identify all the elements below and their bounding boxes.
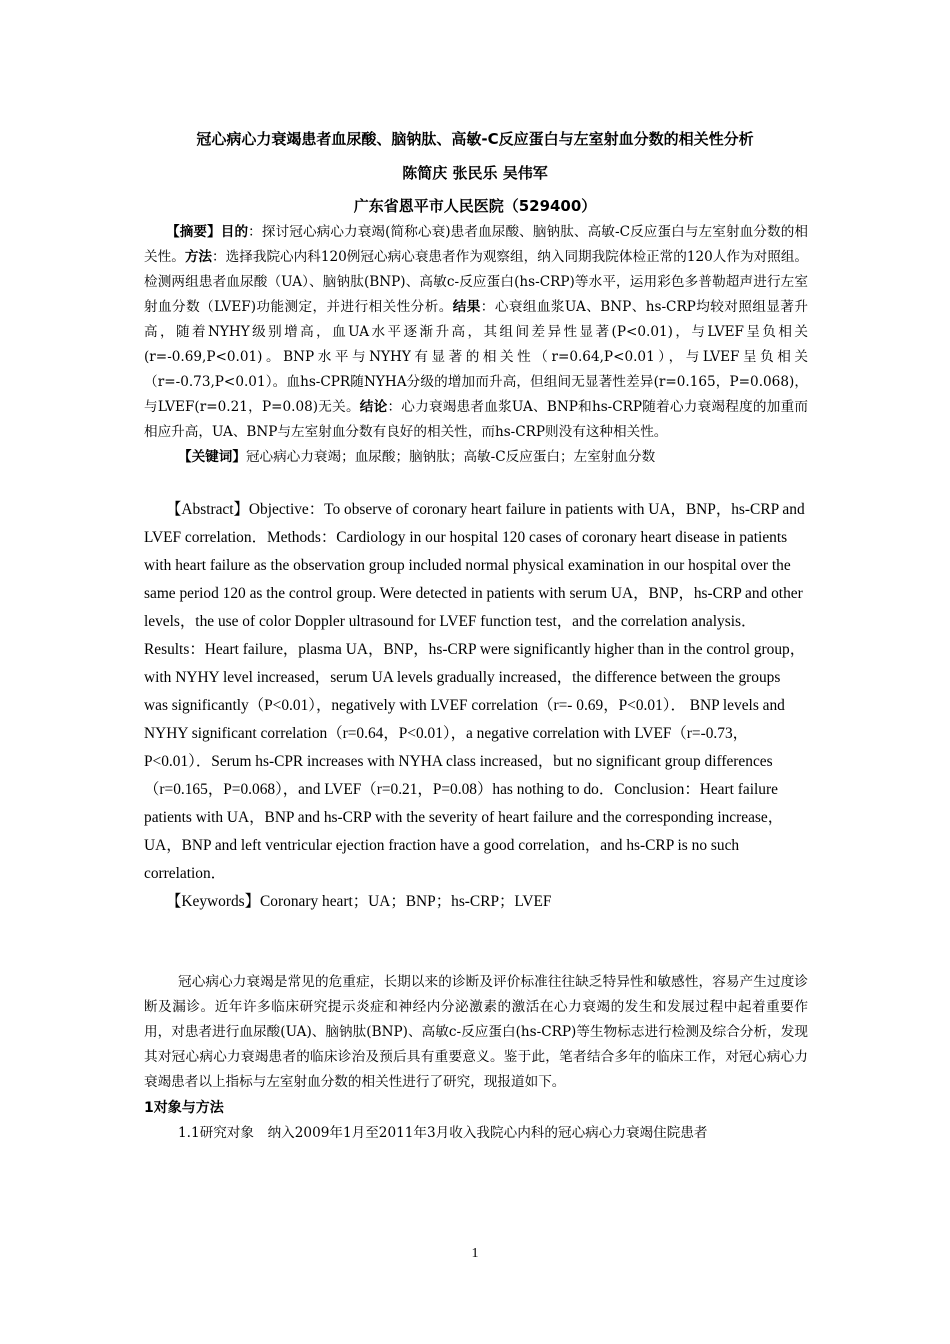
abstract-en-label: 【Abstract】 — [166, 501, 249, 518]
abstract-zh — [144, 220, 808, 445]
objective-label: 目的 — [220, 224, 249, 240]
intro-paragraph: 冠心病心力衰竭是常见的危重症，长期以来的诊断及评价标准往往缺乏特异性和敏感性，容易产生过度诊断及漏诊。近年许多临床研究提示炎症和神经内分泌激素的激活在心力衰竭的发生和发展过程中起着重要作用，对患者进行血尿酸(UA)、脑钠肽(BNP)、高敏c-反应蛋白(hs-CRP)等生物标志进行检测及综合分析，发现其对冠心病心力衰竭患者的临床诊治及预后具有重要意义。鉴于此，笔者结合多年的临床工作，对冠心病心力衰竭患者以上指标与左室射血分数的相关性进行了研究，现报道如下。 — [144, 974, 808, 1090]
keywords-en-text: Coronary heart；UA；BNP；hs-CRP；LVEF — [260, 893, 552, 910]
affiliation: 广东省恩平市人民医院（529400） — [353, 197, 597, 215]
keywords-en-label: 【Keywords】 — [166, 893, 261, 910]
subsection-1-1: 1.1研究对象 纳入2009年1月至2011年3月收入我院心内科的冠心病心力衰竭住院患者 — [178, 1125, 708, 1141]
page-number: 1 — [471, 1246, 479, 1261]
abstract-zh-block — [144, 220, 808, 470]
result-label: 结果 — [452, 299, 481, 315]
body-text — [144, 970, 808, 1146]
keywords-zh — [144, 445, 808, 470]
conclusion-label: 结论 — [359, 399, 388, 415]
keywords-zh-text: 冠心病心力衰竭；血尿酸；脑钠肽；高敏-C反应蛋白；左室射血分数 — [245, 449, 656, 465]
keywords-en — [144, 888, 808, 916]
abstract-zh-label: 【摘要】 — [166, 224, 221, 240]
method-label: 方法 — [184, 249, 213, 265]
result-text: ：心衰组血浆UA、BNP、hs-CRP均较对照组显著升高，随着NYHY级别增高，血UA水平逐渐升高，其组间差异性显著(P<0.01)，与LVEF呈负相关(r=-0.69,P<0.01)。BNP水平与NYHY有显著的相关性（r=0.64,P<0.01），与LVEF呈负相关（r=-0.73,P<0.01）。血hs-CPR随NYHA分级的增加而升高，但组间无显著性差异(r=0.165，P=0.068)，与LVEF(r=0.21，P=0.08)无关。 — [144, 299, 809, 415]
section-heading-1: 1对象与方法 — [144, 1100, 224, 1116]
abstract-en — [144, 496, 808, 888]
conclusion-text: ：心力衰竭患者血浆UA、BNP和hs-CRP随着心力衰竭程度的加重而相应升高，UA、BNP与左室射血分数有良好的相关性，而hs-CRP则没有这种相关性。 — [144, 399, 809, 440]
method-text: ：选择我院心内科120例冠心病心衰患者作为观察组，纳入同期我院体检正常的120人作为对照组。检测两组患者血尿酸（UA）、脑钠肽(BNP)、高敏c-反应蛋白(hs-CRP)等水平，运用彩色多普勒超声进行左室射血分数（LVEF)功能测定，并进行相关性分析。 — [144, 249, 809, 315]
objective-text: ：探讨冠心病心力衰竭(简称心衰)患者血尿酸、脑钠肽、高敏-C反应蛋白与左室射血分数的相关性。 — [144, 224, 809, 265]
authors: 陈简庆 张民乐 吴伟军 — [402, 164, 548, 182]
paper-title: 冠心病心力衰竭患者血尿酸、脑钠肽、高敏-C反应蛋白与左室射血分数的相关性分析 — [196, 130, 754, 148]
keywords-zh-label: 【关键词】 — [178, 449, 246, 465]
abstract-en-block — [144, 496, 808, 916]
abstract-en-text: Objective：To observe of coronary heart failure in patients with UA，BNP，hs-CRP and LVEF correlation．Methods：Cardiology in our hospital 120 cases of coronary heart disease in patients with heart failure as the observation group included normal physical examination in our hospital over the same period 120 as the control group. Were detected in patients with serum UA，BNP，hs-CRP and other levels，the use of color Doppler ultrasound for LVEF function test，and the correlation analysis．Results：Heart failure，plasma UA，BNP，hs-CRP were significantly higher than in the control group，with NYHY level increased，serum UA levels gradually increased，the difference between the groups was significantly（P<0.01），negatively with LVEF correlation（r=- 0.69，P<0.01）． BNP levels and NYHY significant correlation（r=0.64，P<0.01），a negative correlation with LVEF（r=-0.73，P<0.01）．Serum hs-CPR increases with NYHA class increased，but no significant group differences（r=0.165，P=0.068），and LVEF（r=0.21，P=0.08）has nothing to do．Conclusion：Heart failure patients with UA，BNP and hs-CRP with the severity of heart failure and the corresponding increase，UA，BNP and left ventricular ejection fraction have a good correlation，and hs-CRP is no such correlation． — [144, 501, 806, 882]
